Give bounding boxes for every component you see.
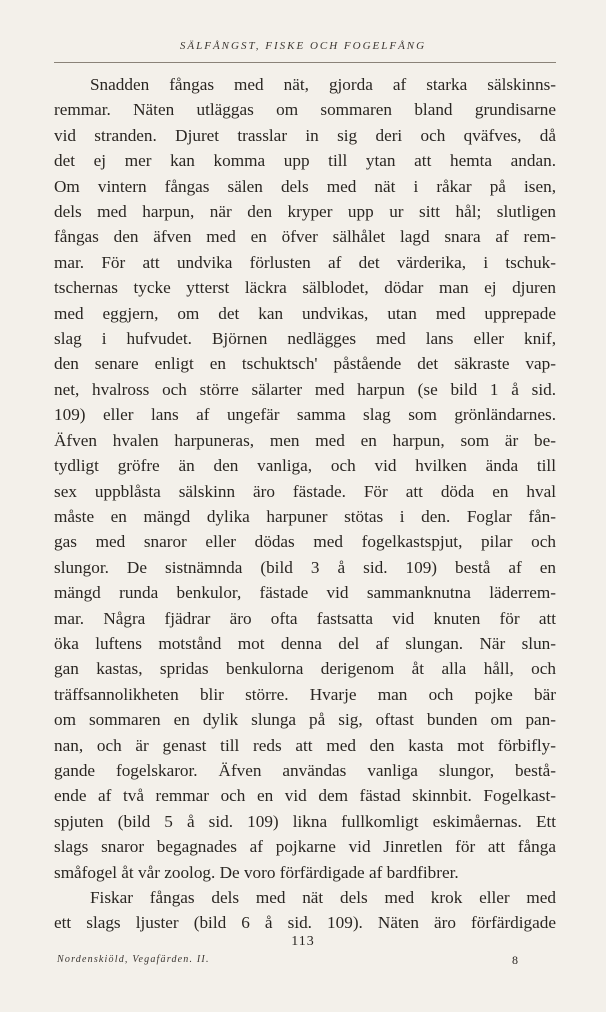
text-line: öka luftens motstånd mot denna del af slungan. När slun- [54, 633, 556, 653]
body-text [54, 72, 556, 936]
sheet-number: 8 [512, 953, 518, 967]
text-line: tydligt gröfre än den vanliga, och vid hvilken ända till [54, 456, 556, 476]
text-line: spjuten (bild 5 å sid. 109) likna fullkomligt eskimåernas. Ett [54, 811, 556, 831]
text-line: fångas den äfven med en öfver sälhålet lagd snara af rem- [54, 227, 556, 247]
text-line: 109) eller lans af ungefär samma slag som grönländarnes. [54, 405, 556, 425]
text-line: småfogel åt vår zoolog. De voro förfärdigade af bardfibrer. [54, 862, 459, 882]
text-line: måste en mängd dylika harpuner stötas i den. Foglar fån- [54, 506, 556, 526]
text-line: ende af två remmar och en vid dem fästad skinnbit. Fogelkast- [54, 786, 556, 806]
text-line: mar. För att undvika förlusten af det värderika, i tschuk- [54, 252, 556, 272]
text-line: ett slags ljuster (bild 6 å sid. 109). Näten äro förfärdigade [54, 913, 556, 933]
text-line: gande fogelskaror. Äfven användas vanliga slungor, bestå- [54, 760, 556, 780]
text-line: dels med harpun, när den kryper upp ur sitt hål; slutligen [54, 202, 556, 222]
text-line: den senare enligt en tschuktsch' påstående det säkraste vap- [54, 354, 556, 374]
text-line: mar. Några fjädrar äro ofta fastsatta vid knuten för att [54, 608, 556, 628]
text-line: gan kastas, spridas benkulorna derigenom åt alla håll, och [54, 659, 556, 679]
text-line: slags snaror begagnades af pojkarne vid Jinretlen för att fånga [54, 837, 556, 857]
text-line: net, hvalross och större sälarter med harpun (se bild 1 å sid. [54, 379, 556, 399]
text-line: gas med snaror eller dödas med fogelkastspjut, pilar och [54, 532, 556, 552]
text-line: slungor. De sistnämnda (bild 3 å sid. 109) bestå af en [54, 557, 556, 577]
text-line: Fiskar fångas dels med nät dels med krok eller med [90, 888, 556, 907]
text-line: träffsannolikheten blir större. Hvarje man och pojke bär [54, 684, 556, 704]
signature-mark: Nordenskiöld, Vegafärden. II. [57, 954, 210, 965]
page-number: 113 [291, 934, 315, 949]
text-line: slag i hufvudet. Björnen nedlägges med lans eller knif, [54, 329, 556, 349]
text-line: om sommaren en dylik slunga på sig, oftast bunden om pan- [54, 710, 556, 730]
text-line: med eggjern, om det kan undvikas, utan med upprepade [54, 303, 556, 323]
text-line: Snadden fångas med nät, gjorda af starka sälskinns- [90, 75, 556, 94]
text-line: remmar. Näten utläggas om sommaren bland grundisarne [54, 100, 556, 120]
running-header: SÄLFÅNGST, FISKE OCH FOGELFÅNG [179, 40, 427, 52]
text-line: det ej mer kan komma upp till ytan att hemta andan. [54, 151, 556, 171]
text-line: Om vintern fångas sälen dels med nät i råkar på isen, [54, 176, 556, 196]
header-rule [54, 62, 556, 63]
text-line: Äfven hvalen harpuneras, men med en harpun, som är be- [54, 430, 556, 450]
text-line: nan, och är genast till reds att med den kasta mot förbifly- [54, 735, 556, 755]
text-line: mängd runda benkulor, fästade vid sammanknutna läderrem- [54, 583, 556, 603]
text-line: tschernas tycke ytterst läckra sälblodet, dödar man ej djuren [54, 278, 556, 298]
text-line: vid stranden. Djuret trasslar in sig deri och qväfves, då [54, 125, 556, 145]
text-line: sex uppblåsta sälskinn äro fästade. För att döda en hval [54, 481, 556, 501]
